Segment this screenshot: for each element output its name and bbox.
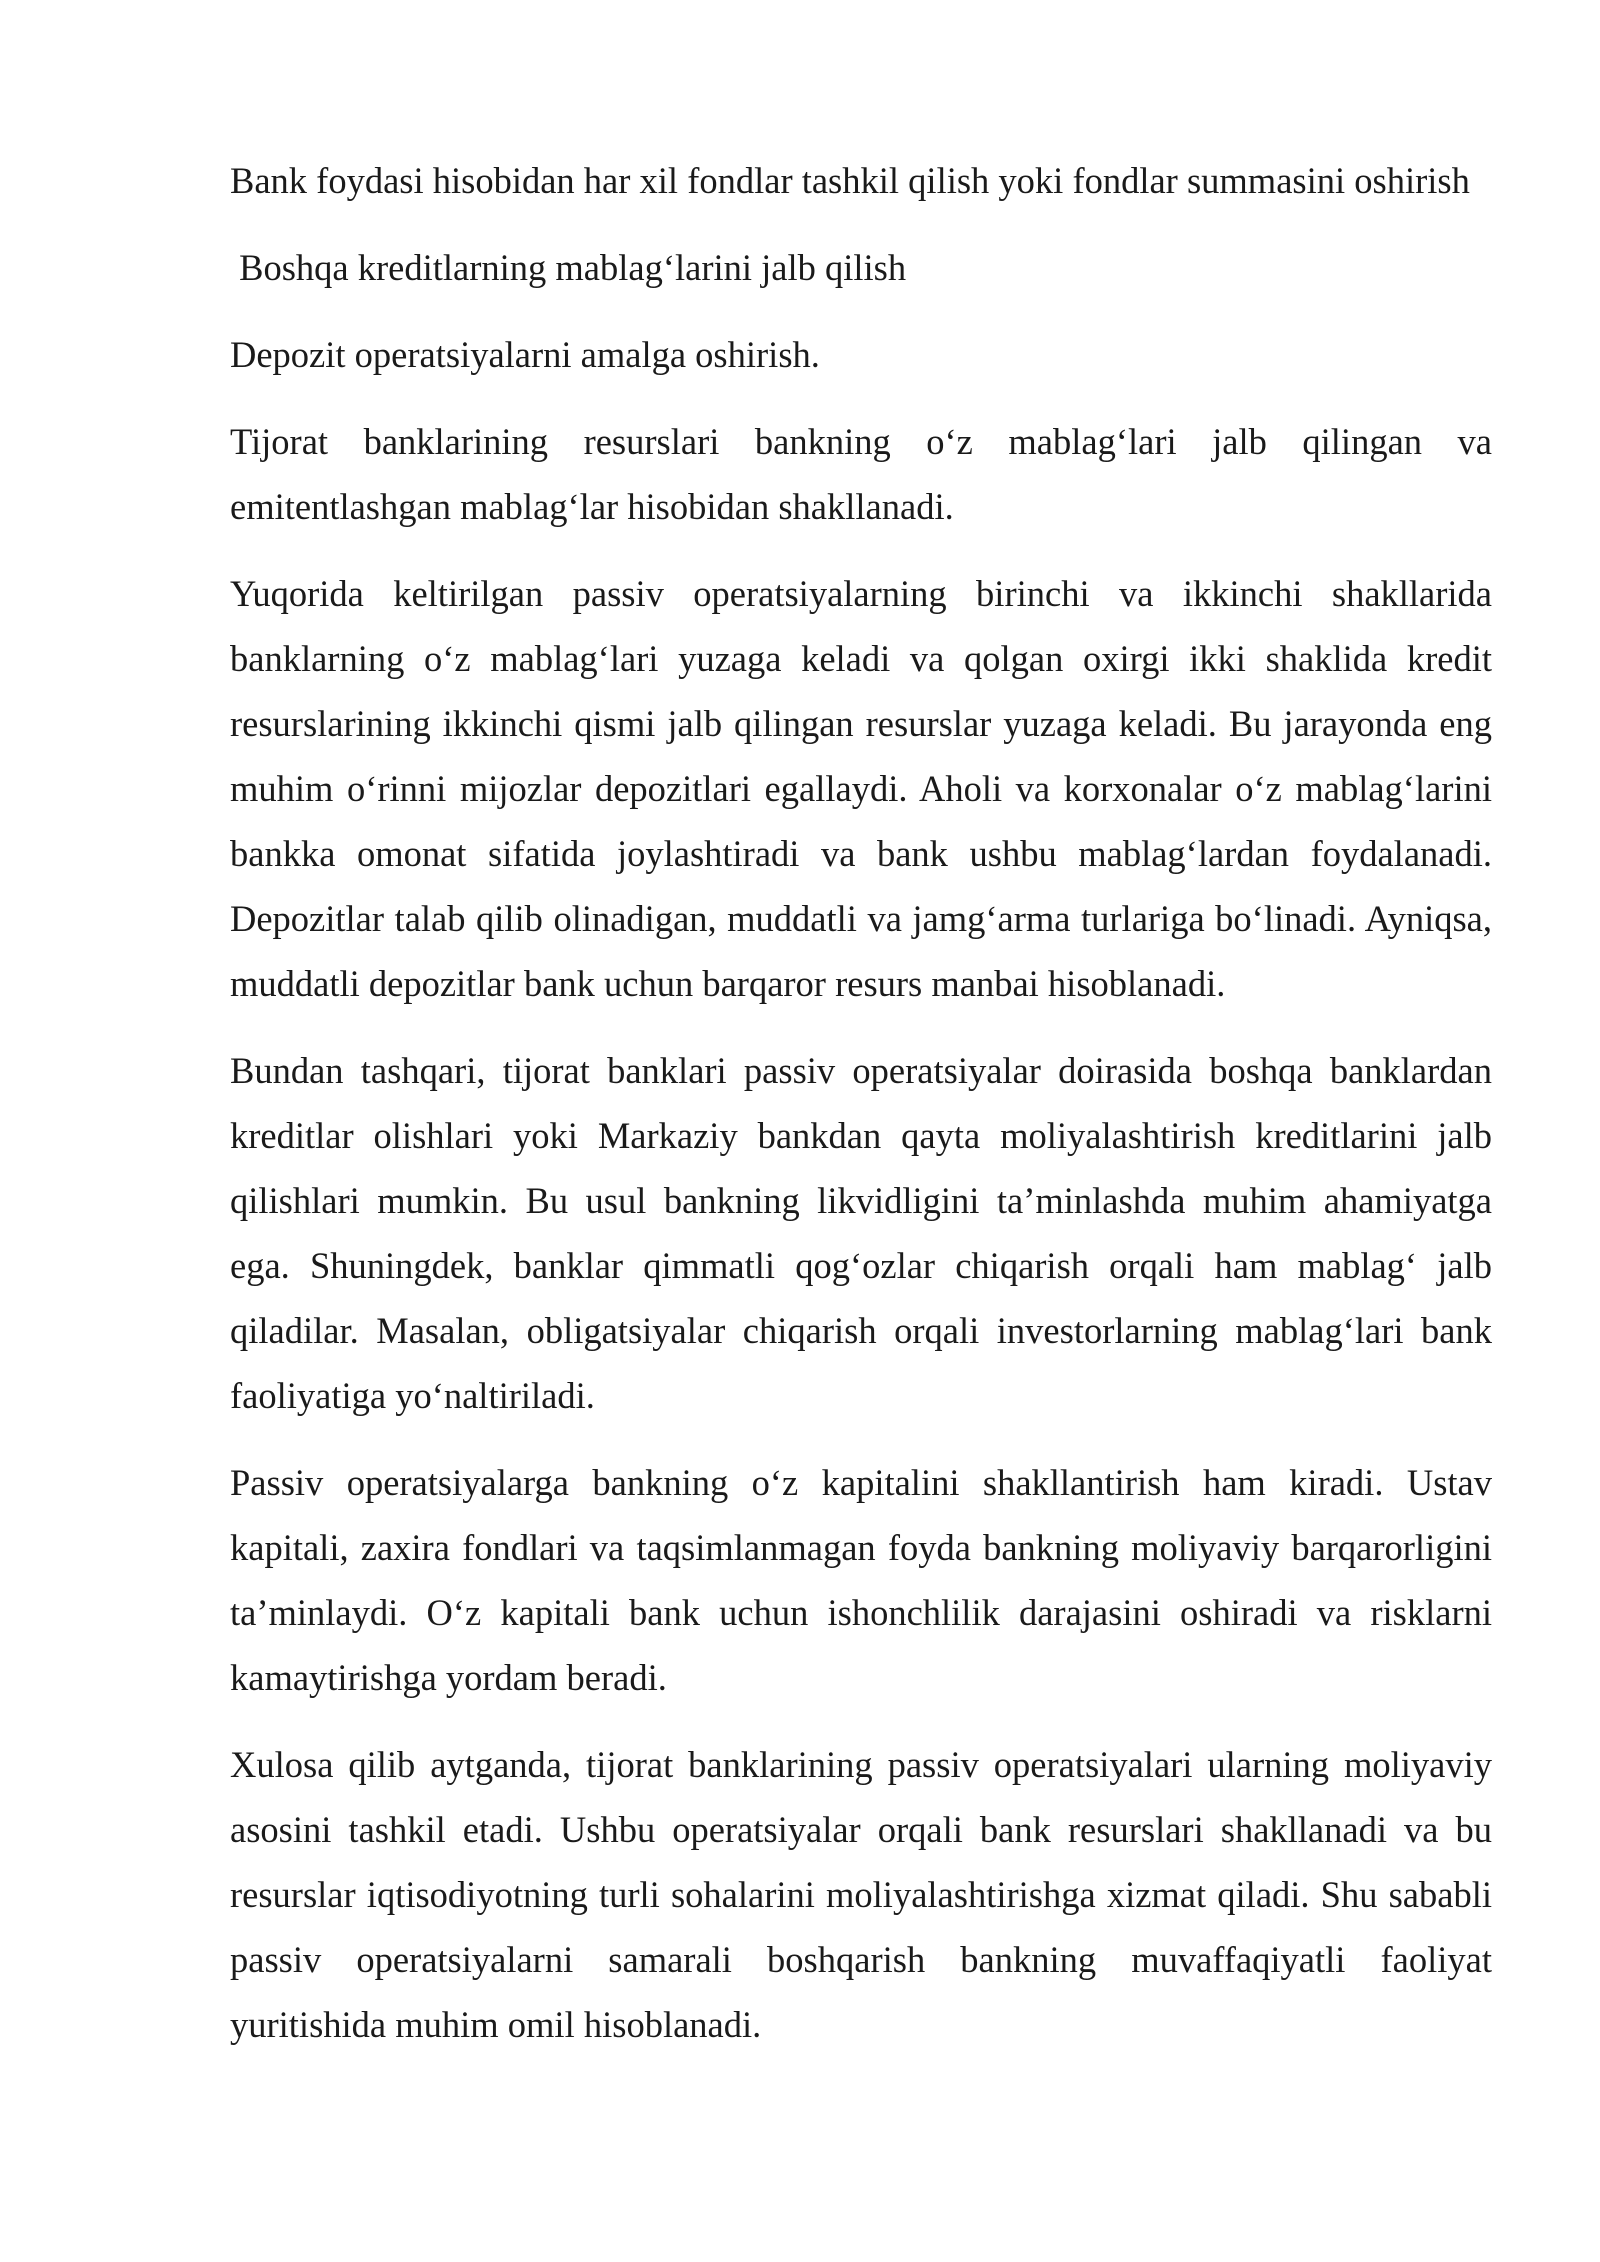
- paragraph-deposit-operations: Depozit operatsiyalarni amalga oshirish.: [230, 334, 820, 375]
- paragraph-passive-operations-forms: Yuqorida keltirilgan passiv operatsiyalarning birinchi va ikkinchi shakllarida banklarning o‘z mablag‘lari yuzaga keladi va qolgan oxirgi ikki shaklida kredit resurslarining ikkinchi qismi jalb qilingan resurslar yuzaga keladi. Bu jarayonda eng muhim o‘rinni mijozlar depozitlari egallaydi. Aholi va korxonalar o‘z mablag‘larini bankka omonat sifatida joylashtiradi va bank ushbu mablag‘lardan foydalanadi. Depozitlar talab qilib olinadigan, muddatli va jamg‘arma turlariga bo‘linadi. Ayniqsa, muddatli depozitlar bank uchun barqaror resurs manbai hisoblanadi.: [230, 573, 1492, 1004]
- paragraph-interbank-credits: Bundan tashqari, tijorat banklari passiv operatsiyalar doirasida boshqa banklardan kreditlar olishlari yoki Markaziy bankdan qayta moliyalashtirish kreditlarini jalb qilishlari mumkin. Bu usul bankning likvidligini ta’minlashda muhim ahamiyatga ega. Shuningdek, banklar qimmatli qog‘ozlar chiqarish orqali ham mablag‘ jalb qiladilar. Masalan, obligatsiyalar chiqarish orqali investorlarning mablag‘lari bank faoliyatiga yo‘naltiriladi.: [230, 1050, 1492, 1416]
- paragraph-bank-profit-funds: Bank foydasi hisobidan har xil fondlar tashkil qilish yoki fondlar summasini oshirish: [230, 160, 1470, 201]
- paragraph-own-capital: Passiv operatsiyalarga bankning o‘z kapitalini shakllantirish ham kiradi. Ustav kapitali, zaxira fondlari va taqsimlanmagan foyda bankning moliyaviy barqarorligini ta’minlaydi. O‘z kapitali bank uchun ishonchlilik darajasini oshiradi va risklarni kamaytirishga yordam beradi.: [230, 1462, 1492, 1698]
- paragraph-other-credits: Boshqa kreditlarning mablag‘larini jalb qilish: [230, 247, 907, 288]
- document-body: [230, 148, 1492, 2079]
- paragraph-commercial-bank-resources: Tijorat banklarining resurslari bankning o‘z mablag‘lari jalb qilingan va emitentlashgan mablag‘lar hisobidan shakllanadi.: [230, 421, 1492, 527]
- paragraph-conclusion: Xulosa qilib aytganda, tijorat banklarining passiv operatsiyalari ularning moliyaviy asosini tashkil etadi. Ushbu operatsiyalar orqali bank resurslari shakllanadi va bu resurslar iqtisodiyotning turli sohalarini moliyalashtirishga xizmat qiladi. Shu sababli passiv operatsiyalarni samarali boshqarish bankning muvaffaqiyatli faoliyat yuritishida muhim omil hisoblanadi.: [230, 1744, 1492, 2045]
